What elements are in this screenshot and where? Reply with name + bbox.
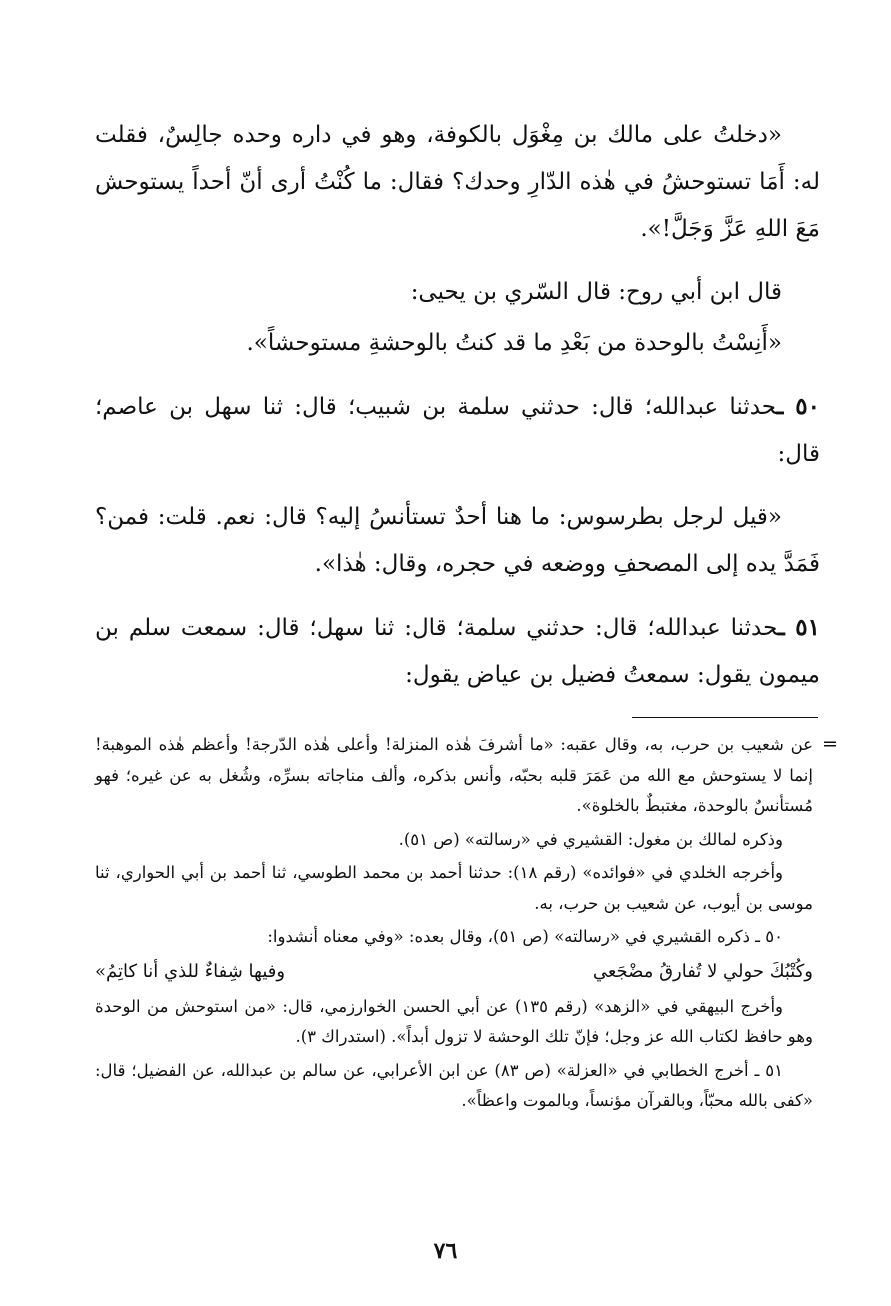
verse-second-hemistich: وفيها شِفاءٌ للذي أنا كاتِمُ» — [95, 960, 286, 982]
quote-tarsus: «قيل لرجل بطرسوس: ما هنا أحدٌ تستأنسُ إليه؟ قال: نعم. قلت: فمن؟ فَمَدَّ يده إلى المصحفِ ووضعه في حجره، وقال: هٰذا». — [95, 504, 820, 577]
hadith-number-50: ٥٠ ـ — [776, 393, 820, 420]
hadith-50-chain: حدثنا عبدالله؛ قال: حدثني سلمة بن شبيب؛ قال: ثنا سهل بن عاصم؛ قال: — [95, 394, 820, 467]
hadith-number-51: ٥١ ـ — [777, 614, 820, 641]
footnotes — [95, 730, 813, 1120]
footnote-qushayri: وذكره لمالك بن مغول: القشيري في «رسالته» (ص ٥١). — [398, 829, 783, 849]
hadith-50 — [95, 383, 820, 478]
main-text — [95, 112, 820, 715]
quote-malik: «دخلتُ على مالك بن مِغْوَل بالكوفة، وهو في داره وحده جالِسٌ، فقلت له: أَمَا تستوحشُ في هٰذه الدّارِ وحدك؟ فقال: ما كُنْتُ أرى أنّ أحداً يستوحش مَعَ اللهِ عَزَّ وَجَلَّ!». — [95, 122, 820, 242]
footnote-verse — [95, 956, 813, 988]
footnote-51: ٥١ ـ أخرج الخطابي في «العزلة» (ص ٨٣) عن ابن الأعرابي، عن سالم بن عبدالله، عن الفضيل؛ قال: «كفى بالله محبّاً، وبالقرآن مؤنساً، وبالموت واعظاً». — [95, 1060, 813, 1110]
narration-ibn-abi-rawh: قال ابن أبي روح: قال السّري بن يحيى: — [410, 279, 782, 305]
footnote-bayhaqi: وأخرج البيهقي في «الزهد» (رقم ١٣٥) عن أبي الحسن الخوارزمي، قال: «من استوحش من الوحدة وهو حافظ لكتاب الله عز وجل؛ فإنّ تلك الوحشة لا تزول أبداً». (استدراك ٣). — [95, 996, 813, 1046]
continuation-mark: = — [822, 733, 838, 755]
page-number: ٧٦ — [433, 1238, 458, 1264]
footnote-50: ٥٠ ـ ذكره القشيري في «رسالته» (ص ٥١)، وقال بعده: «وفي معناه أنشدوا: — [267, 927, 783, 946]
hadith-51 — [95, 604, 820, 699]
footnote-continued: عن شعيب بن حرب، به، وقال عقبه: «ما أشرفَ هٰذه المنزلة! وأعلى هٰذه الدّرجة! وأعظم هٰذه الموهبة! إنما لا يستوحش مع الله من عَمَرَ قلبه بحبّه، وأنس بذكره، وألف مناجاته بسرِّه، وشُغل به عن غيره؛ فهو مُستأنسٌ بالوحدة، مغتبطٌ بالخلوة». — [95, 735, 813, 815]
footnote-divider — [632, 717, 818, 718]
verse-line: «أَنِسْتُ بالوحدة من بَعْدِ ما قد كنتُ بالوحشةِ مستوحشاً». — [246, 330, 782, 356]
hadith-51-chain: حدثنا عبدالله؛ قال: حدثني سلمة؛ قال: ثنا سهل؛ قال: سمعت سلم بن ميمون يقول: سمعتُ فضيل بن عياض يقول: — [95, 615, 820, 688]
verse-first-hemistich: وكُتْبُكَ حولي لا تُفارقُ مضْجَعي — [592, 960, 813, 982]
footnote-khuldi: وأخرجه الخلدي في «فوائده» (رقم ١٨): حدثنا أحمد بن محمد الطوسي، ثنا أحمد بن أبي الحواري، ثنا موسى بن أيوب، عن شعيب بن حرب، به. — [95, 863, 813, 913]
